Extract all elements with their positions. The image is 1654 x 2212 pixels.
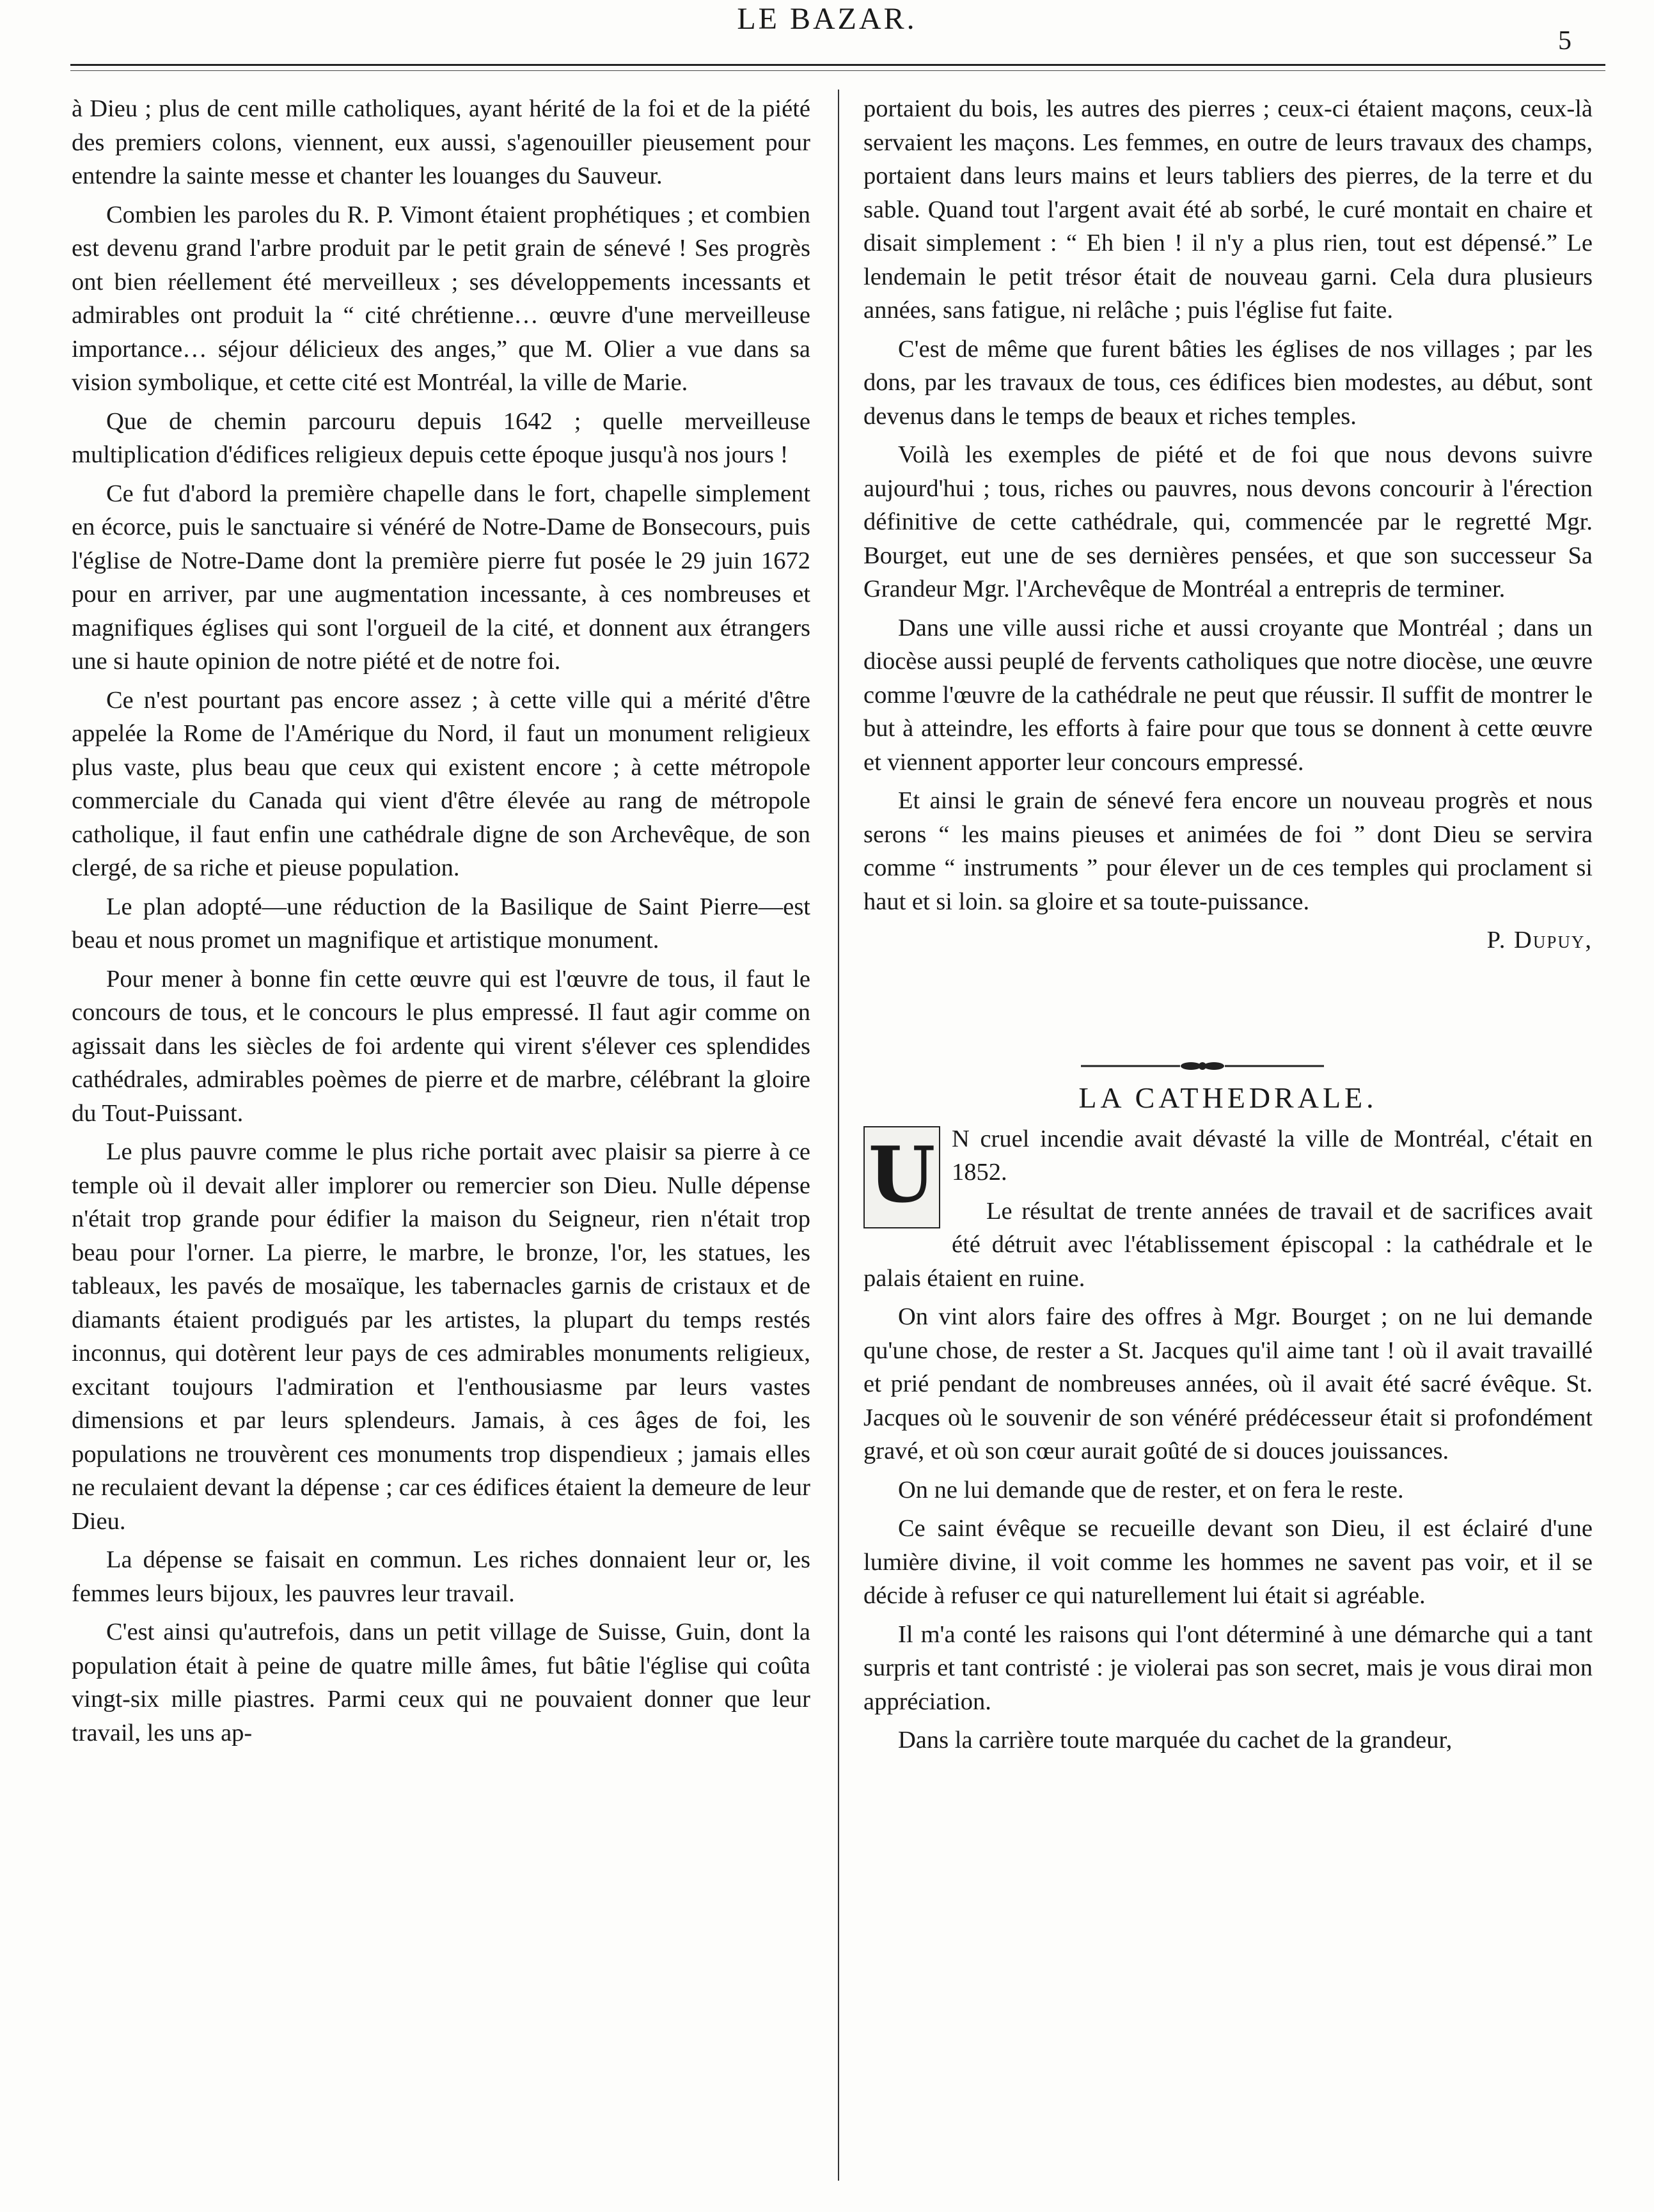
left-column [72, 92, 810, 1755]
paragraph: N cruel incendie avait dévasté la ville de Montréal, c'était en 1852. [952, 1125, 1593, 1186]
paragraph: Le plan adopté—une réduction de la Basilique de Saint Pierre—est beau et nous promet un magnifique et artistique monument. [72, 893, 810, 953]
paragraph: Voilà les exemples de piété et de foi que nous devons suivre aujourd'hui ; tous, riches ou pauvres, nous devons concourir à l'érection définitive de cette cathédrale, qui, commencée par le regretté Mgr. Bourget, eut une de ses dernières pensées, et que son successeur Sa Grandeur Mgr. l'Archevêque de Montréal a entrepris de terminer. [863, 441, 1593, 602]
running-title: LE BAZAR. [737, 2, 917, 36]
paragraph: Le plus pauvre comme le plus riche portait avec plaisir sa pierre à ce temple où il devait aller implorer ou remercier son Dieu. Nulle dépense n'était trop grande pour édifier la maison du Seigneur, rien n'était trop beau pour l'orner. La pierre, le marbre, le bronze, l'or, les statues, les tableaux, les pavés de mosaïque, les tabernacles garnis de cristaux et de diamants étaient prodigués par les artistes, la plupart du temps restés inconnus, qui dotèrent leur pays de ces admirables monuments religieux, excitant toujours l'admiration et l'enthousiasme par leurs vastes dimensions et par leurs splendeurs. Jamais, à ces âges de foi, les populations ne trouvèrent ces monuments trop dispendieux ; jamais elles ne reculaient devant la dépense ; car ces édifices étaient la demeure de leur Dieu. [72, 1138, 810, 1535]
paragraph: à Dieu ; plus de cent mille catholiques, ayant hérité de la foi et de la piété des premiers colons, viennent, eux aussi, s'agenouiller pieusement pour entendre la sainte messe et chanter les louanges du Sauveur. [72, 95, 810, 189]
paragraph: C'est ainsi qu'autrefois, dans un petit village de Suisse, Guin, dont la population était à peine de quatre mille âmes, fut bâtie l'église qui coûta vingt-six mille piastres. Parmi ceux qui ne pouvaient donner que leur travail, les uns ap- [72, 1619, 810, 1746]
ornament-icon [1075, 1053, 1330, 1079]
paragraph: Ce saint évêque se recueille devant son Dieu, il est éclairé d'une lumière divine, il voit comme les hommes ne savent pas voir, et il se décide à refuser ce qui naturellement lui était si agréable. [863, 1515, 1593, 1609]
header-rule-thin [70, 70, 1605, 71]
paragraph: Dans une ville aussi riche et aussi croyante que Montréal ; dans un diocèse aussi peuplé de fervents catholiques que notre diocèse, une œuvre comme l'œuvre de la cathédrale ne peut que réussir. Il suffit de montrer le but à atteindre, les efforts à faire pour que tous se donnent à cette œuvre et viennent apporter leur concours empressé. [863, 614, 1593, 776]
paragraph: Pour mener à bonne fin cette œuvre qui est l'œuvre de tous, il faut le concours de tous, et le concours le plus empressé. Il faut agir comme on agissait dans les siècles de foi ardente qui virent s'élever ces splendides cathédrales, admirables poèmes de pierre et de marbre, célébrant la gloire du Tout-Puissant. [72, 965, 810, 1127]
section-body [863, 1122, 1593, 1757]
paragraph: C'est de même que furent bâties les églises de nos villages ; par les dons, par les travaux de tous, ces édifices bien modestes, au début, sont devenus dans le temps de beaux et riches temples. [863, 335, 1593, 430]
dropcap-letter: U [863, 1126, 940, 1228]
paragraph: Ce fut d'abord la première chapelle dans le fort, chapelle simplement en écorce, puis le sanctuaire si vénéré de Notre-Dame de Bonsecours, puis l'église de Notre-Dame dont la première pierre fut posée le 29 juin 1672 pour en arriver, par une augmentation incessante, à ces nombreuses et magnifiques églises qui sont l'orgueil de la cité, et donnent aux étrangers une si haute opinion de notre piété et de notre foi. [72, 480, 810, 675]
paragraph: Le résultat de trente années de travail et de sacrifices avait été détruit avec l'établissement épiscopal : la cathédrale et le palais étaient en ruine. [863, 1197, 1593, 1292]
paragraph: Que de chemin parcouru depuis 1642 ; quelle merveilleuse multiplication d'édifices religieux depuis cette époque jusqu'à nos jours ! [72, 407, 810, 468]
column-divider [838, 90, 839, 2181]
section-title: LA CATHEDRALE. [1078, 1081, 1378, 1114]
paragraph: On ne lui demande que de rester, et on fera le reste. [898, 1476, 1404, 1503]
page-number: 5 [1558, 26, 1571, 56]
author-signature: P. Dupuy, [1486, 927, 1593, 953]
paragraph: Il m'a conté les raisons qui l'ont déterminé à une démarche qui a tant surpris et tant contristé : je violerai pas son secret, mais je vous dirai mon appréciation. [863, 1620, 1593, 1715]
paragraph: La dépense se faisait en commun. Les riches donnaient leur or, les femmes leurs bijoux, les pauvres leur travail. [72, 1546, 810, 1607]
paragraph: portaient du bois, les autres des pierres ; ceux-ci étaient maçons, ceux-là servaient les maçons. Les femmes, en outre de leurs travaux des champs, portaient dans leurs mains et leurs tabliers des pierres, de la terre et du sable. Quand tout l'argent avait été ab sorbé, le curé montait en chaire et disait simplement : “ Eh bien ! il n'y a plus rien, tout est dépensé.” Le lendemain le petit trésor était de nouveau garni. Cela dura plusieurs années, sans fatigue, ni relâche ; puis l'église fut faite. [863, 95, 1593, 324]
header-rule [70, 64, 1605, 66]
paragraph: On vint alors faire des offres à Mgr. Bourget ; on ne lui demande qu'une chose, de rester a St. Jacques qu'il aime tant ! où il avait travaillé et prié pendant de nombreuses années, où il avait été sacré évêque. St. Jacques où le souvenir de son vénéré prédécesseur était si profondément gravé, et où son cœur aurait goûté de si douces jouissances. [863, 1303, 1593, 1464]
paragraph: Et ainsi le grain de sénevé fera encore un nouveau progrès et nous serons “ les mains pieuses et animées de foi ” dont Dieu se servira comme “ instruments ” pour élever un de ces temples qui proclament si haut et si loin. sa gloire et sa toute-puissance. [863, 787, 1593, 915]
right-column [863, 92, 1593, 1762]
ornamental-divider [863, 1053, 1593, 1079]
paragraph: Combien les paroles du R. P. Vimont étaient prophétiques ; et combien est devenu grand l'arbre produit par le petit grain de sénevé ! Ses progrès ont bien réellement été merveilleux ; ses développements incessants et admirables ont produit la “ cité chrétienne… œuvre d'une merveilleuse importance… séjour délicieux des anges,” que M. Olier a vue dans sa vision symbolique, et cette cité est Montréal, la ville de Marie. [72, 201, 810, 396]
paragraph: Ce n'est pourtant pas encore assez ; à cette ville qui a mérité d'être appelée la Rome de l'Amérique du Nord, il faut un monument religieux plus vaste, plus beau que ceux qui existent encore ; à cette métropole commerciale du Canada qui vient d'être élevée au rang de métropole catholique, il faut enfin une cathédrale digne de son Archevêque, de son clergé, de sa riche et pieuse population. [72, 686, 810, 881]
paragraph: Dans la carrière toute marquée du cachet de la grandeur, [898, 1727, 1453, 1753]
